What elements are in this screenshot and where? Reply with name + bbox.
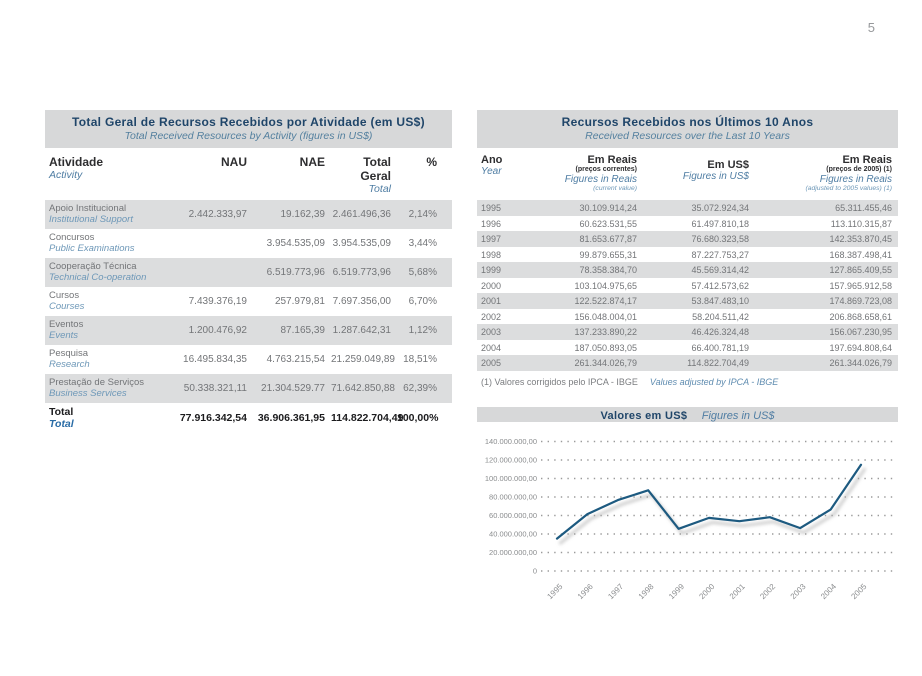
activity-total-row [45,404,452,432]
nae-value: 3.954.535,09 [266,238,325,249]
footnote-pt: (1) Valores corrigidos pelo IPCA - IBGE [481,376,638,387]
usd-value: 114.822.704,49 [687,358,749,368]
year-row [477,309,898,325]
percent-value: 3,44% [408,238,437,249]
activity-name-pt: Prestação de Serviços [49,376,145,388]
reais-current-value: 78.358.384,70 [579,265,637,275]
percent-value: 6,70% [408,296,437,307]
nau-value: 16.495.834,35 [183,354,247,365]
year-row [477,324,898,340]
y-axis-tick-label: 20.000.000,00 [489,548,537,557]
year-value: 2005 [481,358,502,368]
column-header-nau: NAU [221,155,247,169]
year-value: 1997 [481,234,502,244]
reais-current-value: 81.653.677,87 [579,234,637,244]
usd-value: 76.680.323,58 [691,234,749,244]
usd-value: 58.204.511,42 [692,311,749,322]
x-axis-tick-label: 1999 [667,582,687,601]
year-value: 2004 [481,342,502,353]
year-row [477,231,898,247]
total-label: Total Total [49,406,74,431]
reais-2005-value: 156.067.230,95 [829,327,892,337]
year-row [477,262,898,278]
nau-value: 50.338.321,11 [183,383,247,394]
nae-value: 257.979,81 [274,296,325,307]
total-value: 7.697.356,00 [332,296,391,307]
year-value: 1998 [481,249,502,260]
x-axis-tick-label: 1995 [545,582,565,601]
chart-title-pt: Valores em US$ [600,410,688,422]
reais-2005-value: 168.387.498,41 [829,249,892,260]
x-axis-tick-label: 1996 [575,582,595,601]
years-table [477,110,898,387]
percent-value: 18,51% [403,354,437,365]
activity-name-pt: Eventos [49,318,84,330]
column-header-total: Total Geral Total [360,155,391,195]
activity-name-pt: Cooperação Técnica [49,260,137,272]
column-header-reais-current: Em Reais (preços correntes) Figures in Reais (current value) [564,154,637,192]
nae-value: 87.165,39 [280,325,325,336]
reais-2005-value: 206.868.658,61 [829,311,892,322]
reais-2005-value: 142.353.870,45 [829,234,892,244]
activity-row [45,229,452,258]
reais-current-value: 187.050.893,05 [574,342,637,353]
column-header-nae: NAE [299,155,325,169]
y-axis-tick-label: 60.000.000,00 [489,511,537,520]
nau-value: 1.200.476,92 [188,325,247,336]
reais-2005-value: 65.311.455,46 [835,203,892,213]
activity-name-en: Public Examinations [49,242,135,254]
activity-name-pt: Cursos [49,289,80,301]
years-table-header [477,148,898,200]
activity-name-en: Research [49,358,90,370]
nae-value: 19.162,39 [280,209,325,220]
chart-title-bar [477,407,898,422]
total-value: 21.259.049,89 [331,354,395,365]
usd-value: 61.497.810,18 [691,218,749,229]
reais-current-value: 122.522.874,17 [574,296,637,306]
usd-line-chart [477,407,898,622]
x-axis-tick-label: 2002 [758,582,778,601]
percent-value: 62,39% [403,383,437,394]
column-header-activity: Atividade Activity [49,155,104,181]
activity-name-en: Events [49,329,79,341]
activity-name-pt: Pesquisa [49,347,89,359]
activity-row [45,200,452,229]
year-value: 1995 [481,203,502,213]
usd-value: 45.569.314,42 [691,265,749,275]
activity-title-pt: Total Geral de Recursos Recebidos por Atividade (em US$) [72,115,425,129]
activity-name-en: Business Services [49,387,127,399]
usd-value: 46.426.324,48 [691,327,749,337]
year-row [477,293,898,309]
reais-current-value: 103.104.975,65 [574,280,637,291]
activity-row [45,258,452,287]
activity-name-en: Institutional Support [49,213,133,225]
activity-row [45,287,452,316]
nae-value: 4.763.215,54 [266,354,325,365]
y-axis-tick-label: 100.000.000,00 [484,474,537,483]
chart-title-en: Figures in US$ [701,410,775,422]
year-value: 1999 [481,265,502,275]
activity-name [45,349,157,371]
x-axis-tick-label: 1997 [606,582,626,601]
reais-current-value: 261.344.026,79 [574,358,637,368]
page-number: 5 [867,20,875,35]
reais-current-value: 99.879.655,31 [579,249,637,260]
y-axis-tick-label: 40.000.000,00 [489,529,537,539]
y-axis-tick-label: 120.000.000,00 [484,455,537,465]
activity-table-header [45,148,452,200]
activity-name [45,320,157,342]
activity-row [45,345,452,374]
activity-name-en: Technical Co-operation [49,271,147,283]
reais-2005-value: 127.865.409,55 [829,265,892,275]
usd-value: 87.227.753,27 [691,249,749,260]
total-value: 6.519.773,96 [332,267,391,278]
reais-current-value: 60.623.531,55 [579,218,637,229]
reais-current-value: 30.109.914,24 [579,203,637,213]
years-table-title [477,110,898,148]
years-title-en: Received Resources over the Last 10 Years [585,130,790,142]
reais-2005-value: 174.869.723,08 [829,296,892,306]
activity-name [45,233,157,255]
activity-table-title [45,110,452,148]
year-row [477,355,898,371]
year-value: 2000 [481,280,502,291]
column-header-usd: Em US$ Figures in US$ [682,159,749,183]
nae-value: 21.304.529.77 [261,383,325,394]
year-row [477,216,898,232]
percent-value: 1,12% [408,325,437,336]
reais-2005-value: 261.344.026,79 [829,358,892,368]
year-value: 2001 [481,296,502,306]
y-axis-tick-label: 80.000.000,00 [489,492,537,502]
total-nae-value: 36.906.361,95 [257,412,325,425]
activity-table-body [45,200,452,403]
reais-2005-value: 157.965.912,58 [829,280,892,291]
y-axis-tick-label: 140.000.000,00 [484,437,537,446]
nae-value: 6.519.773,96 [266,267,325,278]
usd-value: 35.072.924,34 [691,203,749,213]
activity-table [45,110,452,432]
total-percent-value: 100,00% [397,412,439,425]
usd-series-line [557,465,861,539]
usd-value: 53.847.483,10 [691,296,749,306]
usd-value: 57.412.573,62 [691,280,749,291]
y-axis-tick-label: 0 [532,566,537,576]
total-value: 71.642.850,88 [331,383,395,394]
chart-plot-area [477,422,898,622]
activity-name-en: Courses [49,300,85,312]
percent-value: 5,68% [408,267,437,278]
reais-2005-value: 113.110.315,87 [830,218,892,229]
x-axis-tick-label: 2001 [727,582,747,601]
activity-name-pt: Concursos [49,231,95,243]
total-grand-value: 114.822.704,49 [331,412,404,425]
x-axis-tick-label: 1998 [636,582,656,601]
column-header-reais-2005: Em Reais (preços de 2005) (1) Figures in Reais (adjusted to 2005 values) (1) [805,154,892,192]
reais-2005-value: 197.694.808,64 [829,342,892,353]
activity-row [45,316,452,345]
usd-value: 66.400.781,19 [691,342,749,353]
year-value: 1996 [481,218,502,229]
total-value: 3.954.535,09 [332,238,391,249]
activity-title-en: Total Received Resources by Activity (figures in US$) [124,130,373,142]
activity-name [45,378,157,400]
nau-value: 2.442.333,97 [188,209,247,220]
percent-value: 2,14% [408,209,437,220]
activity-row [45,374,452,403]
column-header-year: Ano Year [481,154,503,178]
total-nau-value: 77.916.342,54 [179,412,247,425]
activity-name [45,204,157,226]
x-axis-tick-label: 2004 [819,582,839,601]
column-header-percent: % [426,155,437,169]
x-axis-tick-label: 2005 [849,582,869,601]
years-table-body [477,200,898,371]
years-title-pt: Recursos Recebidos nos Últimos 10 Anos [561,115,814,129]
year-value: 2003 [481,327,502,337]
x-axis-tick-label: 2000 [697,582,717,601]
x-axis-tick-label: 2003 [788,582,808,601]
activity-name [45,262,157,284]
footnote-en: Values adjusted by IPCA - IBGE [649,376,779,387]
year-row [477,340,898,356]
total-value: 2.461.496,36 [332,209,391,220]
total-value: 1.287.642,31 [332,325,391,336]
year-row [477,200,898,216]
reais-current-value: 137.233.890,22 [574,327,637,337]
year-row [477,247,898,263]
year-row [477,278,898,294]
activity-name [45,291,157,313]
table-footnote [477,377,898,387]
activity-name-pt: Apoio Institucional [49,202,127,214]
year-value: 2002 [481,311,502,322]
reais-current-value: 156.048.004,01 [574,311,637,322]
nau-value: 7.439.376,19 [188,296,247,307]
